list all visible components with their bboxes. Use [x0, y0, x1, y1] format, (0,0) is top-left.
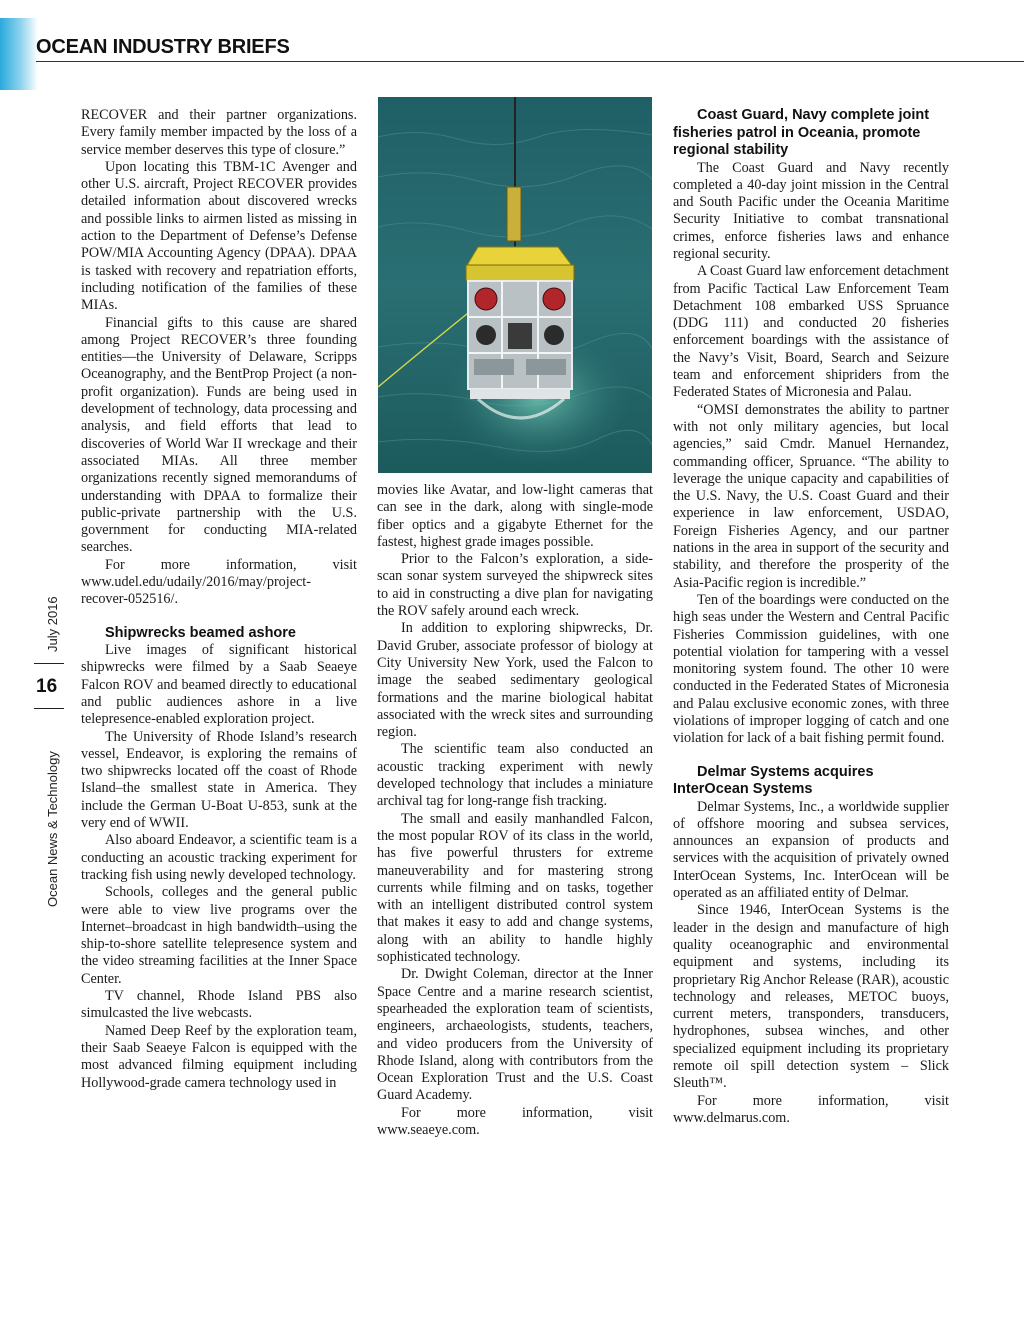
- journal-name: Ocean News & Technology: [45, 751, 60, 907]
- paragraph: Since 1946, InterOcean Systems is the leader in the design and manufacture of high quality oceanographic and environmental equipment and systems, including its proprietary Rig Anchor Release (RAR), acoustic technology and releases, METOC buoys, current meters, transponders, transducers, hydrophones, subsea winches, and other specialized equipment including its proprietary remote oil spill detection system – Slick Sleuth™.: [673, 902, 949, 1092]
- issue-date: July 2016: [45, 596, 60, 652]
- paragraph: Named Deep Reef by the exploration team, their Saab Seaeye Falcon is equipped with the most advanced filming equipment including Hollywood-grade camera technology used in: [81, 1022, 357, 1091]
- paragraph: For more information, visit www.seaeye.com.: [377, 1104, 653, 1138]
- column-2: [377, 482, 653, 1139]
- header-divider: [36, 61, 1024, 62]
- article-headline-delmar: Delmar Systems acquires InterOcean Systems: [673, 763, 874, 798]
- page-number: 16: [36, 676, 58, 697]
- paragraph: A Coast Guard law enforcement detachment from Pacific Tactical Law Enforcement Team Detachment 108 embarked USS Spruance (DDG 111) and conducted 20 fisheries enforcement boardings with the assistance of the Navy’s Visit, Board, Search and Seizure team and enforcement shipriders from the Federated States of Micronesia and Palau.: [673, 263, 949, 401]
- paragraph: For more information, visit www.udel.edu/udaily/2016/may/project-recover-052516/.: [81, 556, 357, 608]
- paragraph: Delmar Systems, Inc., a worldwide supplier of offshore mooring and subsea services, announces an expansion of products and services with the acquisition of privately owned InterOcean Systems, Inc. InterOcean will be operated as an affiliated entity of Delmar.: [673, 798, 949, 902]
- paragraph: Live images of significant historical shipwrecks were filmed by a Saab Seaeye Falcon ROV and beamed directly to educational and public audiences ashore in a live telepresence-enabled exploration project.: [81, 642, 357, 728]
- article-headline-shipwrecks: Shipwrecks beamed ashore: [105, 624, 296, 641]
- sidebar-divider-top: [34, 663, 64, 664]
- paragraph: Ten of the boardings were conducted on the high seas under the Western and Central Pacific Fisheries Commission guidelines, with one potential violation for tampering with a vessel monitoring system found. The other 10 were conducted in the Federated States of Micronesia and Palau exclusive economic zones, with three violations of improper logging of catch and one violation for lack of a bait fishing permit found.: [673, 591, 949, 747]
- paragraph: In addition to exploring shipwrecks, Dr. David Gruber, associate professor of biology at City University New York, used the Falcon to image the seabed sedimentary geological formations and the marine biological habitat associated with the wreck sites and surrounding region.: [377, 620, 653, 741]
- paragraph: Schools, colleges and the general public were able to view live programs over the Internet–broadcast in high bandwidth–using the ship-to-shore satellite telepresence system and the video streaming facilities at the Inner Space Center.: [81, 884, 357, 987]
- paragraph: RECOVER and their partner organizations. Every family member impacted by the loss of a service member deserves this type of closure.”: [81, 107, 357, 158]
- header-accent-bar: [0, 18, 38, 90]
- paragraph: Dr. Dwight Coleman, director at the Inner Space Centre and a marine research scientist, spearheaded the exploration team of scientists, engineers, archaeologists, students, teachers, and video producers from the University of Rhode Island, along with contributors from the Ocean Exploration Trust and the U.S. Coast Guard Academy.: [377, 966, 653, 1104]
- paragraph: Prior to the Falcon’s exploration, a side-scan sonar system surveyed the shipwreck sites to aid in constructing a dive plan for navigating the ROV safely around each wreck.: [377, 551, 653, 620]
- column-3: [673, 107, 949, 1127]
- paragraph: Also aboard Endeavor, a scientific team is a conducting an acoustic tracking experiment for tracking fish using newly developed technology.: [81, 832, 357, 883]
- section-title: OCEAN INDUSTRY BRIEFS: [36, 36, 290, 58]
- paragraph: For more information, visit www.delmarus.com.: [673, 1092, 949, 1126]
- paragraph: “OMSI demonstrates the ability to partner with not only military agencies, but local agencies,” said Cmdr. Manuel Hernandez, commanding officer, Spruance. “The ability to leverage the unique capacity and capabilities of the U.S. Navy, the U.S. Coast Guard and their experience in law enforcement, USDAO, Foreign Fisheries Agency, and our partner nations in the area in support of the security and stability, and therefore the prosperity of the Asia-Pacific region is incredible.”: [673, 401, 949, 591]
- paragraph: Financial gifts to this cause are shared among Project RECOVER’s three founding entities—the University of Delaware, Scripps Oceanography, and the BentProp Project (a non-profit organization). Funds are being used in development of technology, data processing and analysis, and field efforts that lead to discoveries of World War II wreckage and their associated MIAs. All three member organizations recently signed memorandums of understanding with DPAA to formalize their public-private partnership with the U.S. government for conducting MIA-related searches.: [81, 314, 357, 556]
- article-headline-coast-guard: Coast Guard, Navy complete joint fisheries patrol in Oceania, promote regional stability: [673, 107, 930, 158]
- paragraph: The scientific team also conducted an acoustic tracking experiment with newly developed technology that includes a miniature archival tag for long-range fish tracking.: [377, 741, 653, 810]
- paragraph: Upon locating this TBM-1C Avenger and other U.S. aircraft, Project RECOVER provides detailed information about discovered wrecks and possible links to airmen listed as missing in action to the Department of Defense’s Defense POW/MIA Accounting Agency (DPAA). DPAA is tasked with recovery and repatriation efforts, including notification of the families of these MIAs.: [81, 158, 357, 314]
- paragraph: The University of Rhode Island’s research vessel, Endeavor, is exploring the remains of two shipwrecks located off the coast of Rhode Island–the smallest state in America. They include the German U-Boat U-853, sunk at the very end of WWII.: [81, 728, 357, 832]
- rov-photo-icon: [378, 97, 652, 473]
- rov-photo: [378, 97, 652, 473]
- paragraph: The small and easily manhandled Falcon, the most popular ROV of its class in the world, has five powerful thrusters for extreme maneuverability and for mastering strong currents while filming and on tasks, together with an intelligent distributed control system that makes it easy to add and change systems, along with an ability to handle highly sophisticated technology.: [377, 810, 653, 966]
- paragraph: TV channel, Rhode Island PBS also simulcasted the live webcasts.: [81, 988, 357, 1022]
- column-1: [81, 107, 357, 1092]
- paragraph: movies like Avatar, and low-light cameras that can see in the dark, along with single-mode fiber optics and a gigabyte Ethernet for the fastest, highest grade images possible.: [377, 482, 653, 550]
- sidebar-divider-bottom: [34, 708, 64, 709]
- paragraph: The Coast Guard and Navy recently completed a 40-day joint mission in the Central and South Pacific under the Oceania Maritime Security Initiative to combat transnational crimes, enforce fisheries laws and enhance regional security.: [673, 159, 949, 262]
